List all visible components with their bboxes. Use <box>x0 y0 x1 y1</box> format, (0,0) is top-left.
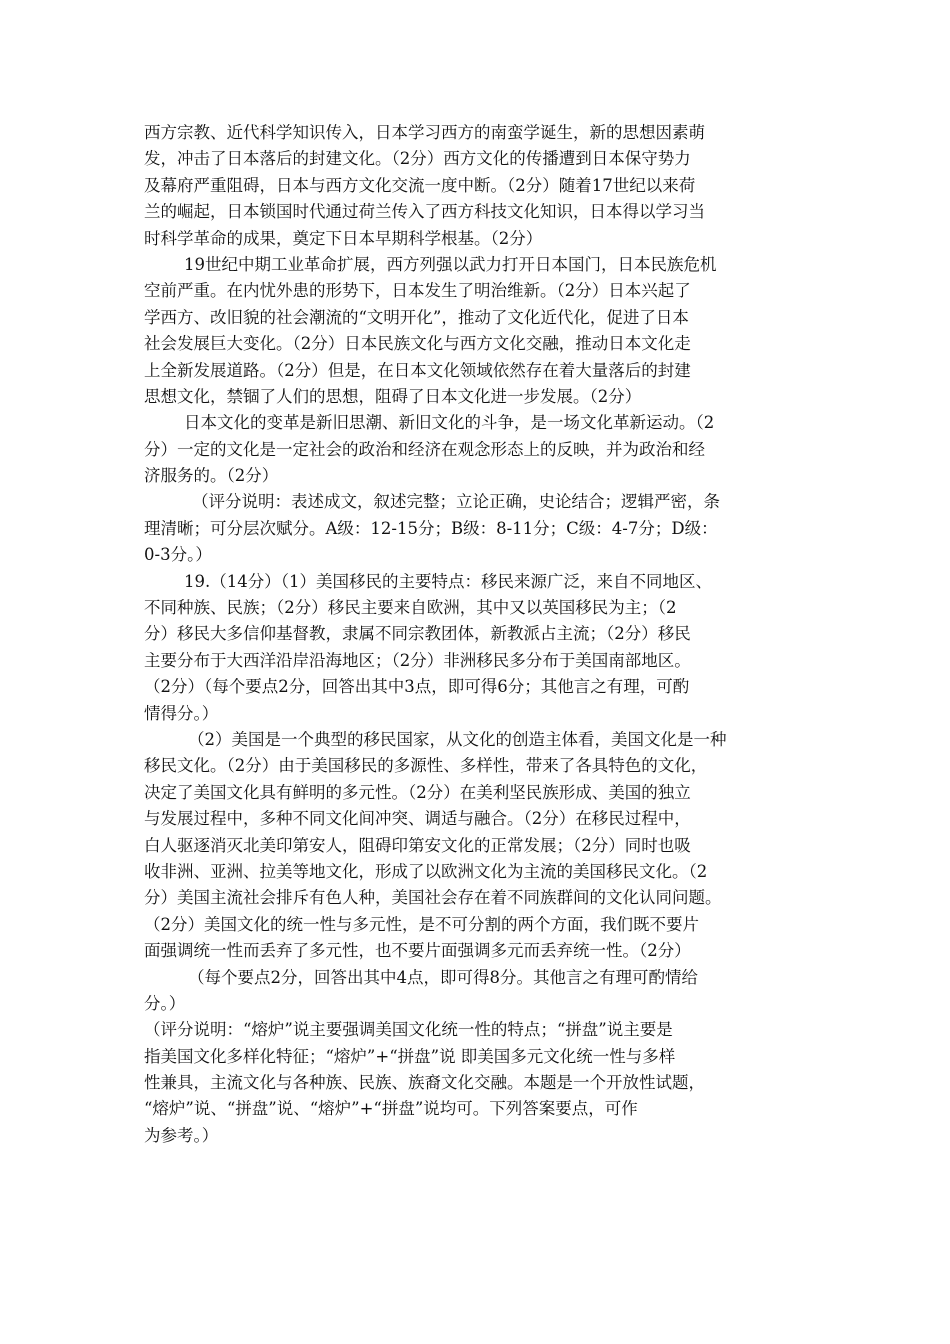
para-japan-sakoku <box>144 120 824 252</box>
text-line: （评分说明：表述成文，叙述完整；立论正确，史论结合；逻辑严密，条 <box>192 492 720 512</box>
text-line: 面强调统一性而丢弃了多元性，也不要片面强调多元而丢弃统一性。（2分） <box>144 941 691 961</box>
para-grading-note-18 <box>144 489 824 568</box>
text-line: 分）美国主流社会排斥有色人种，美国社会存在着不同族群间的文化认同问题。 <box>144 888 722 908</box>
text-line: 决定了美国文化具有鲜明的多元性。（2分）在美利坚民族形成、美国的独立 <box>144 782 691 802</box>
para-culture-change <box>144 410 824 489</box>
para-q19-part2 <box>144 727 824 965</box>
text-line: 兰的崛起，日本锁国时代通过荷兰传入了西方科技文化知识，日本得以学习当 <box>144 202 705 222</box>
document-body <box>144 120 824 1149</box>
text-line: （2分）美国文化的统一性与多元性，是不可分割的两个方面，我们既不要片 <box>144 914 699 934</box>
text-line: 指美国文化多样化特征；“熔炉”+“拼盘”说 即美国多元文化统一性与多样 <box>144 1046 676 1066</box>
text-line: 上全新发展道路。（2分）但是，在日本文化领域依然存在着大量落后的封建 <box>144 360 691 380</box>
text-line: 学西方、改旧貌的社会潮流的“文明开化”，推动了文化近代化，促进了日本 <box>144 307 689 327</box>
text-line: 西方宗教、近代科学知识传入，日本学习西方的南蛮学诞生，新的思想因素萌 <box>144 123 705 142</box>
text-line: 情得分。） <box>144 703 219 723</box>
text-line: 主要分布于大西洋沿岸沿海地区；（2分）非洲移民多分布于美国南部地区。 <box>144 650 691 670</box>
text-line: 分。） <box>144 993 186 1013</box>
text-line: （每个要点2分，回答出其中4点，即可得8分。其他言之有理可酌情给 <box>188 967 698 987</box>
para-grading-note-19 <box>144 1017 824 1149</box>
text-line: （2分）（每个要点2分，回答出其中3点，即可得6分；其他言之有理，可酌 <box>144 677 690 697</box>
text-line: 0-3分。） <box>144 545 212 565</box>
text-line: 理清晰；可分层次赋分。A级：12-15分；B级：8-11分；C级：4-7分；D级： <box>144 518 718 538</box>
para-q19-part1 <box>144 569 824 727</box>
text-line: 与发展过程中，多种不同文化间冲突、调适与融合。（2分）在移民过程中， <box>144 809 691 829</box>
text-line: 分）一定的文化是一定社会的政治和经济在观念形态上的反映，并为政治和经 <box>144 439 705 459</box>
text-line: 性兼具，主流文化与各种族、民族、族裔文化交融。本题是一个开放性试题， <box>144 1073 705 1093</box>
text-line: （评分说明：“熔炉”说主要强调美国文化统一性的特点；“拼盘”说主要是 <box>144 1020 673 1040</box>
text-line: 分）移民大多信仰基督教，隶属不同宗教团体，新教派占主流；（2分）移民 <box>144 624 691 644</box>
text-line: 19.（14分）（1）美国移民的主要特点：移民来源广泛，来自不同地区、 <box>184 571 712 591</box>
text-line: 时科学革命的成果，奠定下日本早期科学根基。（2分） <box>144 228 543 248</box>
text-line: 白人驱逐消灭北美印第安人，阻碍印第安文化的正常发展；（2分）同时也吸 <box>144 835 691 855</box>
text-line: （2）美国是一个典型的移民国家，从文化的创造主体看，美国文化是一种 <box>188 729 727 749</box>
text-line: 19世纪中期工业革命扩展，西方列强以武力打开日本国门，日本民族危机 <box>184 254 717 274</box>
text-line: 不同种族、民族；（2分）移民主要来自欧洲，其中又以英国移民为主；（2 <box>144 598 677 618</box>
text-line: 为参考。） <box>144 1125 219 1145</box>
para-q19-part2-scoring <box>144 965 824 1018</box>
text-line: 济服务的。（2分） <box>144 466 279 486</box>
text-line: 收非洲、亚洲、拉美等地文化，形成了以欧洲文化为主流的美国移民文化。（2 <box>144 861 708 881</box>
text-line: “熔炉”说、“拼盘”说、“熔炉”+“拼盘”说均可。下列答案要点，可作 <box>144 1099 638 1119</box>
para-meiji-restoration <box>144 252 824 410</box>
text-line: 社会发展巨大变化。（2分）日本民族文化与西方文化交融，推动日本文化走 <box>144 334 691 354</box>
text-line: 移民文化。（2分）由于美国移民的多源性、多样性，带来了各具特色的文化， <box>144 756 708 776</box>
text-line: 发，冲击了日本落后的封建文化。（2分）西方文化的传播遭到日本保守势力 <box>144 149 691 169</box>
text-line: 及幕府严重阻碍，日本与西方文化交流一度中断。（2分）随着17世纪以来荷 <box>144 175 696 195</box>
text-line: 日本文化的变革是新旧思潮、新旧文化的斗争，是一场文化革新运动。（2 <box>184 413 715 433</box>
text-line: 空前严重。在内忧外患的形势下，日本发生了明治维新。（2分）日本兴起了 <box>144 281 691 301</box>
text-line: 思想文化，禁锢了人们的思想，阻碍了日本文化进一步发展。（2分） <box>144 386 642 406</box>
